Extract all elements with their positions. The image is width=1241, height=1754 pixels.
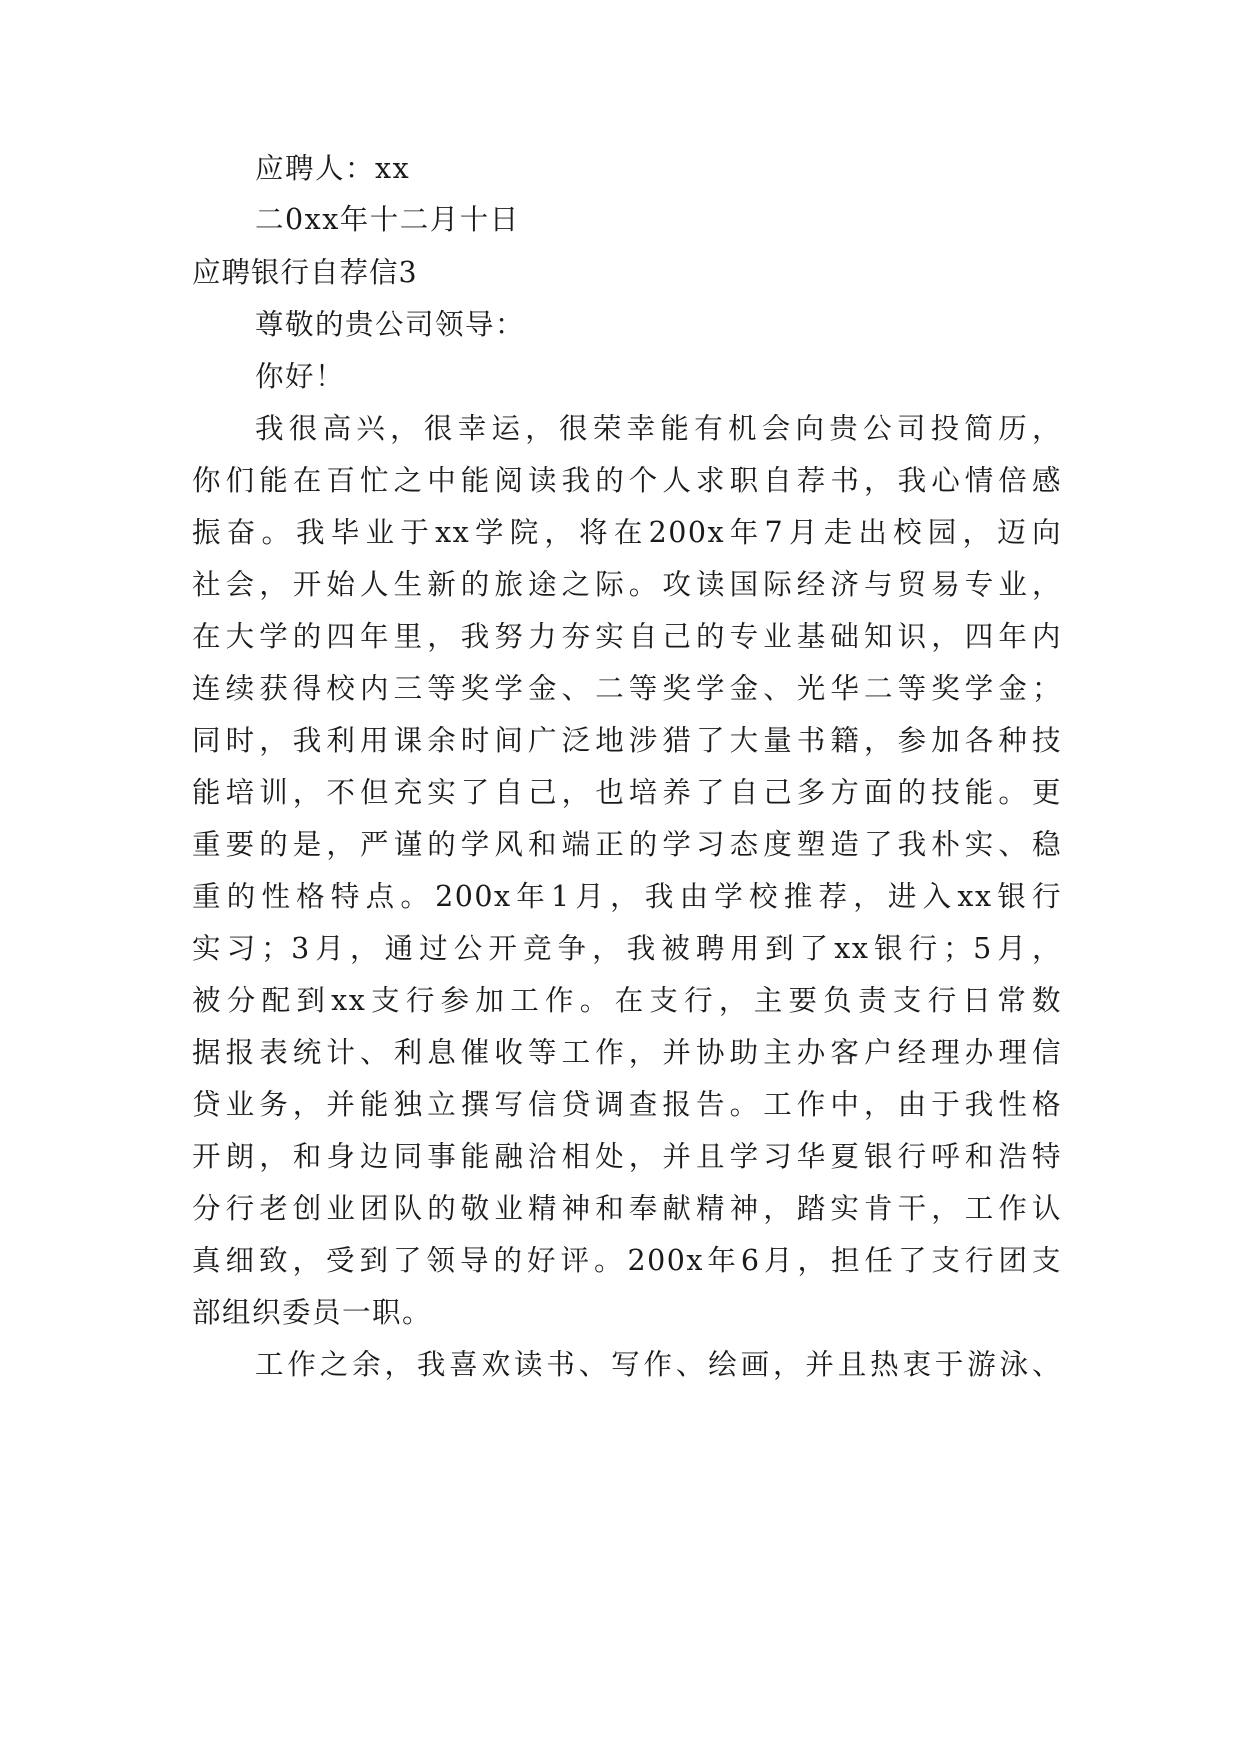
paragraph-line: 振奋。我毕业于xx学院，将在200x年7月走出校园，迈向 (192, 516, 1062, 549)
letter-salutation: 尊敬的贵公司领导： (255, 308, 526, 341)
paragraph-line: 能培训，不但充实了自己，也培养了自己多方面的技能。更 (192, 776, 1062, 809)
paragraph-line: 贷业务，并能独立撰写信贷调查报告。工作中，由于我性格 (192, 1088, 1062, 1121)
paragraph-line: 社会，开始人生新的旅途之际。攻读国际经济与贸易专业， (192, 568, 1062, 601)
paragraph-line: 开朗，和身边同事能融洽相处，并且学习华夏银行呼和浩特 (192, 1140, 1062, 1173)
applicant-signature: 应聘人：xx (255, 152, 411, 185)
paragraph-line: 真细致，受到了领导的好评。200x年6月，担任了支行团支 (192, 1244, 1062, 1277)
paragraph-line: 重的性格特点。200x年1月，我由学校推荐，进入xx银行 (192, 880, 1062, 913)
paragraph-line: 据报表统计、利息催收等工作，并协助主办客户经理办理信 (192, 1036, 1062, 1069)
paragraph-line: 重要的是，严谨的学风和端正的学习态度塑造了我朴实、稳 (192, 828, 1062, 861)
paragraph-line: 你们能在百忙之中能阅读我的个人求职自荐书，我心情倍感 (192, 464, 1062, 497)
letter-greeting: 你好！ (255, 360, 346, 393)
paragraph-line: 我很高兴，很幸运，很荣幸能有机会向贵公司投简历， (255, 412, 1062, 445)
paragraph-line: 工作之余，我喜欢读书、写作、绘画，并且热衷于游泳、 (255, 1348, 1062, 1381)
paragraph-line: 连续获得校内三等奖学金、二等奖学金、光华二等奖学金； (192, 672, 1062, 705)
paragraph-line-last: 部组织委员一职。 (192, 1296, 433, 1329)
letter-date: 二0xx年十二月十日 (255, 203, 520, 236)
paragraph-line: 被分配到xx支行参加工作。在支行，主要负责支行日常数 (192, 984, 1062, 1017)
paragraph-line: 实习；3月，通过公开竞争，我被聘用到了xx银行；5月， (192, 932, 1062, 965)
paragraph-line: 在大学的四年里，我努力夯实自己的专业基础知识，四年内 (192, 620, 1062, 653)
paragraph-line: 分行老创业团队的敬业精神和奉献精神，踏实肯干，工作认 (192, 1192, 1062, 1225)
paragraph-line: 同时，我利用课余时间广泛地涉猎了大量书籍，参加各种技 (192, 724, 1062, 757)
letter-title: 应聘银行自荐信3 (192, 256, 418, 289)
